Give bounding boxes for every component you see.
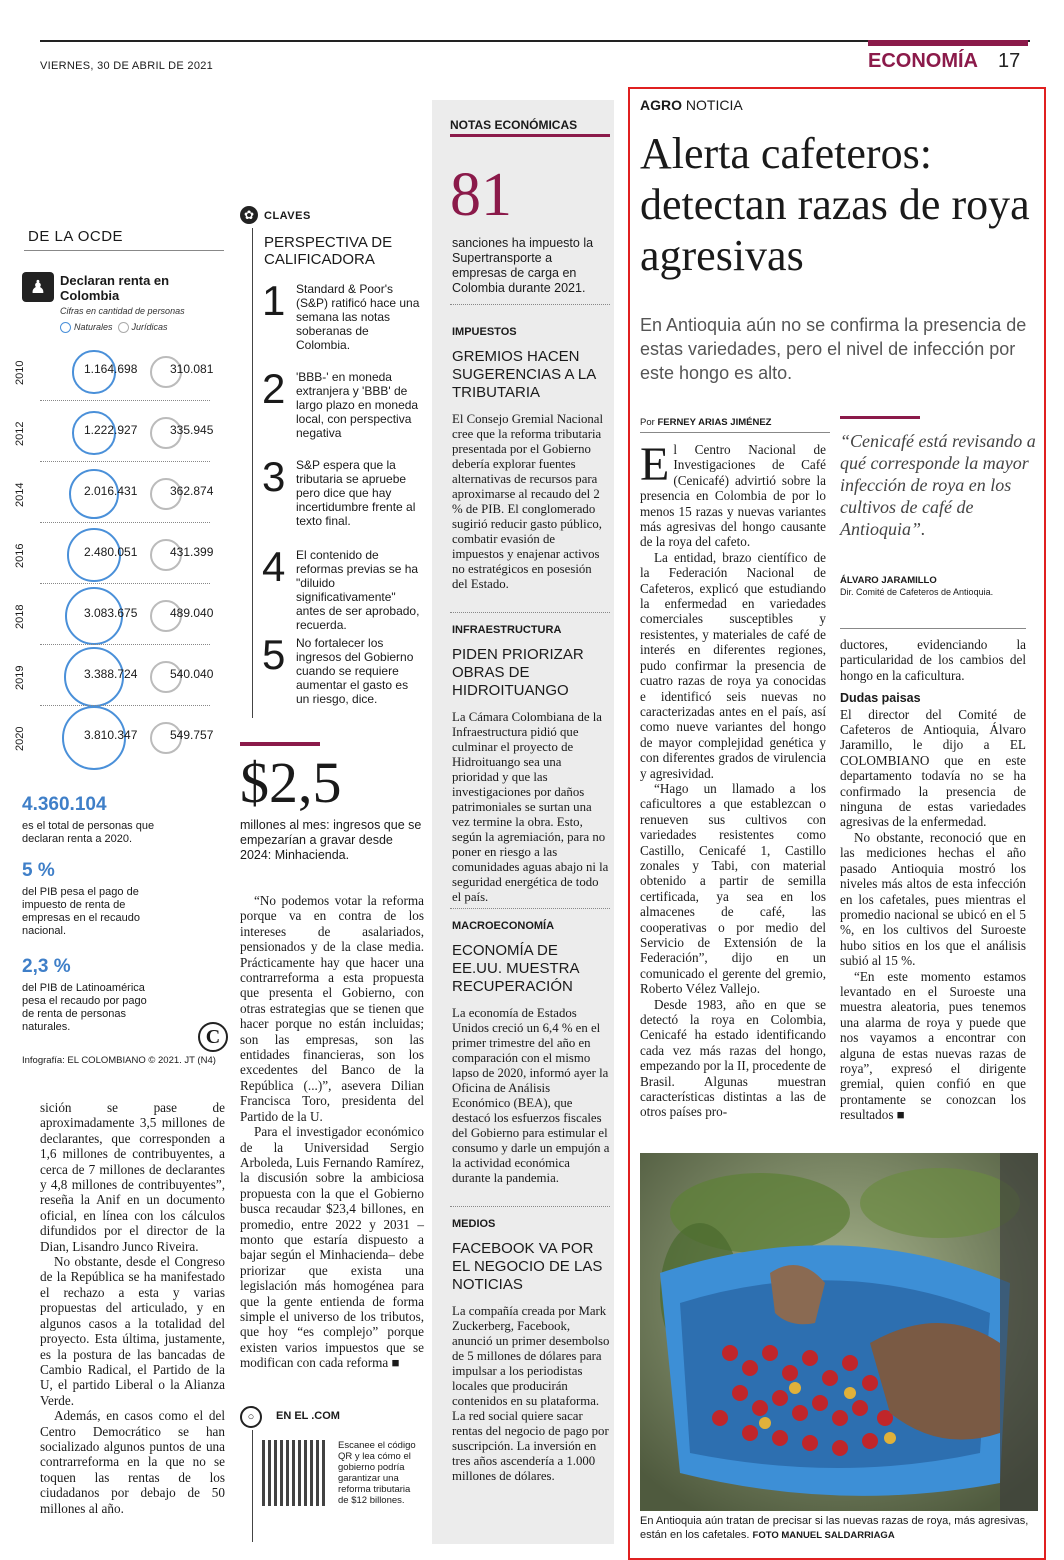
row-divider <box>40 583 210 585</box>
big-figure-text: millones al mes: ingresos que se empezarían a gravar desde 2024: Minhacienda. <box>240 818 422 862</box>
claves-item-text: No fortalecer los ingresos del Gobierno cuando se requiere aumentar el gasto es un riesgo, dice. <box>296 636 414 706</box>
paragraph: “Hago un llamado a los caficultores a que establezcan o renueven sus cultivos con variedades resistentes como Castillo, Cenicafé 1, Castillo zonales y Tabi, con material obtenido a partir de semilla certificada, ya sea en los almacenes de café, las cooperativas o por medio del Servicio de Extensión de la Federación”, dijo en un comunicado el gerente del gremio, Roberto Vélez Vallejo. <box>640 780 826 997</box>
claves-label: CLAVES <box>264 210 311 222</box>
byline-prefix: Por <box>640 417 655 428</box>
left-body-text <box>40 1100 225 1516</box>
legend-nat: Naturales <box>74 322 113 332</box>
notas-headline: PIDEN PRIORIZAR OBRAS DE HIDROITUANGO <box>452 646 584 699</box>
claves-number: 4 <box>262 543 286 590</box>
naturales-value: 2.480.051 <box>84 545 138 559</box>
naturales-value: 1.164.698 <box>84 362 138 376</box>
paragraph: Además, en casos como el del Centro Democrático se han socializado algunos puntos de una contrarreforma en la que no se toquen las rentas de los ciudadanos por debajo de 50 millones al año. <box>40 1408 225 1516</box>
dek: En Antioquia aún no se confirma la presencia de estas variedades, pero el nivel de infección por este hongo es alto. <box>640 315 1027 383</box>
kicker <box>640 97 743 113</box>
subhead: Dudas paisas <box>840 691 921 706</box>
en-el-text: Escanee el código QR y lea cómo el gobierno podría garantizar una reforma tributaria de $12 billones. <box>338 1440 416 1506</box>
row-divider <box>40 522 210 524</box>
year-label: 2020 <box>14 726 26 751</box>
year-label: 2018 <box>14 604 26 629</box>
quote-author: ÁLVARO JARAMILLO <box>840 575 937 586</box>
notas-headline: FACEBOOK VA POR EL NEGOCIO DE LAS NOTICIAS <box>452 1240 603 1293</box>
year-label: 2019 <box>14 665 26 690</box>
quote-role: Dir. Comité de Cafeteros de Antioquia. <box>840 587 994 597</box>
notas-headline: ECONOMÍA DE EE.UU. MUESTRA RECUPERACIÓN <box>452 942 579 995</box>
row-divider <box>40 461 210 463</box>
accent-rule <box>240 742 320 746</box>
stat-1: 4.360.104 <box>22 794 107 815</box>
issue-date: VIERNES, 30 DE ABRIL DE 2021 <box>40 60 214 72</box>
coffee-photo <box>640 1153 1038 1511</box>
juridicas-value: 431.399 <box>170 545 214 559</box>
ocde-label: DE LA OCDE <box>28 228 124 245</box>
claves-number: 3 <box>262 453 286 500</box>
paragraph: “No podemos votar la reforma porque va en contra de los intereses de asalariados, pensionados y de la clase media. Prácticamente hay que hacer una contrarreforma a esta propuesta que presenta el Gobierno, con otras estrategias que se tienen que hacer porque no están incluidas; son las empresas, son las entidades financieras, son los excedentes del Banco de la República (...)”, asevera Dilian Francisca Toro, presidenta del Partido de la U. <box>240 893 424 1124</box>
page-number: 17 <box>998 50 1021 72</box>
claves-number: 5 <box>262 631 286 678</box>
byline-author: FERNEY ARIAS JIMÉNEZ <box>657 417 772 428</box>
notas-headline: GREMIOS HACEN SUGERENCIAS A LA TRIBUTARIA <box>452 348 596 401</box>
article-col-1 <box>640 438 826 1120</box>
stat-1-text: es el total de personas que declaran renta a 2020. <box>22 820 155 845</box>
claves-rule <box>252 228 253 718</box>
legend-jur-icon <box>118 322 129 333</box>
stat-2: 5 % <box>22 860 55 881</box>
paragraph: “En este momento estamos levantado en el Suroeste una muestra aleatoria, pues tenemos una alarma de roya y puede que nos vayamos a encontrar con alguna de estas nuevas razas de roya”, expresó el dirigente gremial, quien confió en que prontamente se conozcan los resultados ■ <box>840 968 1026 1123</box>
naturales-value: 3.810.347 <box>84 728 138 742</box>
paragraph: sición se pase de aproximadamente 3,5 millones de declarantes, que corresponden a 1,6 millones de contribuyentes, a cerca de 7 millones de declarantes y 4,8 millones de contribuyentes”, reseña la Anif en un documento oficial, en línea con los cálculos difundidos por el director de la Dian, Lisandro Junco Riveira. <box>40 1100 225 1254</box>
notas-text: La economía de Estados Unidos creció un 6,4 % en el primer trimestre del año en comparación con el mismo lapso de 2020, informó ayer la Oficina de Análisis Económico (BEA), que destacó los esfuerzos fiscales del Gobierno para estimular el consumo y darle un empujón a la actividad económica durante la pandemia. <box>452 1006 610 1185</box>
paragraph <box>640 438 826 550</box>
caption-text: En Antioquia aún tratan de precisar si las nuevas razas de roya, más agresivas, están en los cafetales. <box>640 1515 1029 1541</box>
article-col-2 <box>840 637 1026 1123</box>
divider <box>252 1430 253 1542</box>
stat-2-text: del PIB pesa el pago de impuesto de renta de empresas en el recaudo nacional. <box>22 886 141 937</box>
divider <box>450 1206 610 1208</box>
juridicas-value: 310.081 <box>170 362 214 376</box>
paragraph: El director del Comité de Cafeteros de Antioquia, Álvaro Jaramillo, le dijo a EL COLOMBIANO que en este departamento todavía no se ha confirmado la presencia de ninguna de estas variedades agresivas de la enfermedad. <box>840 706 1026 830</box>
el-colombiano-logo: C <box>198 1022 228 1052</box>
juridicas-value: 540.040 <box>170 667 214 681</box>
paragraph: No obstante, reconoció que en las mediciones hechas el año pasado Antioquia mostró los niveles más altos de esta infección en los cafetales, pues mientras el promedio nacional se ubicó en el 5 %, en los cultivos del Suroeste hubo sitios en los que el análisis subió al 15 %. <box>840 829 1026 969</box>
web-icon: ○ <box>240 1406 262 1428</box>
claves-title: PERSPECTIVA DE CALIFICADORA <box>264 234 393 268</box>
notas-category: MEDIOS <box>452 1218 496 1230</box>
accent-rule <box>450 134 610 137</box>
headline: Alerta cafeteros: detectan razas de roya agresivas <box>640 129 1030 280</box>
infographic-credit: Infografía: EL COLOMBIANO © 2021. JT (N4) <box>22 1055 216 1066</box>
legend-nat-icon <box>60 322 71 333</box>
notas-label: NOTAS ECONÓMICAS <box>450 118 578 132</box>
legend <box>60 322 168 333</box>
coffee-photo-image <box>640 1153 1038 1511</box>
paragraph: ductores, evidenciando la particularidad de los cambios del hongo en la caficultura. <box>840 637 1026 683</box>
en-el-label: EN EL .COM <box>276 1410 340 1422</box>
juridicas-value: 549.757 <box>170 728 214 742</box>
naturales-value: 3.388.724 <box>84 667 138 681</box>
paragraph: Para el investigador económico de la Universidad Sergio Arboleda, Luis Fernando Ramírez, la discusión sobre la ambiciosa propuesta con la que el Gobierno busca recaudar $23,4 billones, en promedio, entre 2022 y 2031 –monto que estaría dispuesto a bajar según el Minhacienda– debe priorizar que exista una legislación más homogénea para que la gente entienda de forma simple el universo de los tributos, que hoy “es complejo” porque existen varios impuestos que se modifican con cada reforma ■ <box>240 1124 424 1371</box>
section-bar <box>868 40 1028 46</box>
notas-big-number: 81 <box>450 161 512 229</box>
dropcap: E <box>640 438 670 491</box>
middle-body-text <box>240 893 424 1371</box>
year-label: 2012 <box>14 421 26 446</box>
kicker-type: NOTICIA <box>685 97 743 113</box>
notas-text: El Consejo Gremial Nacional cree que la reforma tributaria presentada por el Gobierno debería explorar fuentes alternativas de recursos para aproximarse al recaudo del 2 % de PIB. El conglomerado sugirió reducir gasto público, combatir evasión de impuestos y enajenar activos no estratégicos en posesión del Estado. <box>452 412 604 591</box>
juridicas-value: 362.874 <box>170 484 214 498</box>
photo-credit: FOTO MANUEL SALDARRIAGA <box>752 1530 895 1541</box>
stat-3: 2,3 % <box>22 956 71 977</box>
naturales-value: 3.083.675 <box>84 606 138 620</box>
naturales-value: 1.222.927 <box>84 423 138 437</box>
divider <box>450 908 610 910</box>
infographic-title: Declaran renta en Colombia <box>60 273 170 303</box>
juridicas-value: 489.040 <box>170 606 214 620</box>
byline <box>640 417 771 428</box>
photo-caption <box>640 1514 1036 1543</box>
year-label: 2010 <box>14 360 26 385</box>
claves-number: 1 <box>262 277 286 324</box>
claves-item-text: El contenido de reformas previas se ha "diluido significativamente" antes de ser aprobado, recuerda. <box>296 548 420 632</box>
notas-category: IMPUESTOS <box>452 326 517 338</box>
claves-number: 2 <box>262 365 286 412</box>
notas-category: MACROECONOMÍA <box>452 920 555 932</box>
naturales-value: 2.016.431 <box>84 484 138 498</box>
paragraph: La entidad, brazo científico de la Federación Nacional de Cafeteros, explicó que estudiando la enfermedad en variedades comerciales susceptibles y resistentes, y materiales de café de interés en diferentes regiones, pudo confirmar la presencia de cuatro razas de roya ya conocidas e identificó seis nuevas no caracterizadas antes en el país, así como nueve variantes del hongo de mayor complejidad genética y con diferentes grados de virulencia y agresividad. <box>640 549 826 781</box>
kicker-section: AGRO <box>640 97 682 113</box>
year-label: 2016 <box>14 543 26 568</box>
claves-item-text: 'BBB-' en moneda extranjera y 'BBB' de largo plazo en moneda local, con perspectiva negativa <box>296 370 419 440</box>
claves-item-text: Standard & Poor's (S&P) ratificó hace una semana las notas soberanas de Colombia. <box>296 282 420 352</box>
divider <box>24 250 224 251</box>
qr-code-icon[interactable] <box>262 1440 328 1506</box>
legend-jur: Jurídicas <box>131 322 168 332</box>
notas-category: INFRAESTRUCTURA <box>452 624 562 636</box>
accent-rule <box>840 416 920 419</box>
infographic-subtitle: Cifras en cantidad de personas <box>60 306 185 316</box>
lead-text: l Centro Nacional de Investigaciones de Café (Cenicafé) advirtió sobre la presencia en Colombia de por lo menos 15 razas y nuevas variantes más agresivas del hongo causante de la roya del cafeto. <box>640 442 826 550</box>
pull-quote: “Cenicafé está revisando a qué corresponde la mayor infección de roya en los cultivos de café de Antioquia”. <box>840 431 1036 539</box>
notas-text: La Cámara Colombiana de la Infraestructura pidió que culminar el proyecto de Hidroituango sea una prioridad y que las investigaciones por daños patrimoniales se surtan una vez termine la obra. Esto, según la agremiación, para no poner en riesgo a las comunidades aguas abajo ni la seguridad energética de todo el país. <box>452 710 609 904</box>
divider <box>450 304 610 306</box>
stat-3-text: del PIB de Latinoamérica pesa el recaudo por pago de renta de personas naturales. <box>22 982 147 1033</box>
paragraph: No obstante, desde el Congreso de la República se ha manifestado el rechazo a esta y varias propuestas del articulado, y en algunos casos a la totalidad del proyecto. Esta última, justamente, es la postura de las bancadas de Cambio Radical, el Partido de la U, el partido Liberal o la Alianza Verde. <box>40 1254 225 1408</box>
claves-icon: ✿ <box>240 206 258 224</box>
big-figure: $2,5 <box>240 750 342 815</box>
notas-text: La compañía creada por Mark Zuckerberg, Facebook, anunció un primer desembolso de 5 millones de dólares para impulsar a los periodistas locales que producirán contenidos en su plataforma. La red social quiere sacar rentas del negocio de pago por suscripción. La inversión en tres años ascendería a 1.000 millones de dólares. <box>452 1304 610 1483</box>
people-icon: ♟ <box>22 272 54 302</box>
paragraph: Desde 1983, año en que se detectó la roya en Colombia, Cenicafé ha estado identificando cada vez más razas del hongo, empezando por la II, procedente de Brasil. Algunas muestran características distintas a las de otros países pro- <box>640 996 826 1120</box>
divider <box>640 432 830 433</box>
section-name: ECONOMÍA <box>868 50 978 72</box>
claves-item-text: S&P espera que la tributaria se apruebe pero dice que hay incertidumbre frente al texto final. <box>296 458 416 528</box>
row-divider <box>40 644 210 646</box>
row-divider <box>40 400 210 402</box>
year-label: 2014 <box>14 482 26 507</box>
juridicas-value: 335.945 <box>170 423 214 437</box>
row-divider <box>40 705 210 707</box>
divider <box>450 612 610 614</box>
divider <box>840 628 1026 629</box>
notas-big-text: sanciones ha impuesto la Supertransporte a empresas de carga en Colombia durante 2021. <box>452 236 594 295</box>
